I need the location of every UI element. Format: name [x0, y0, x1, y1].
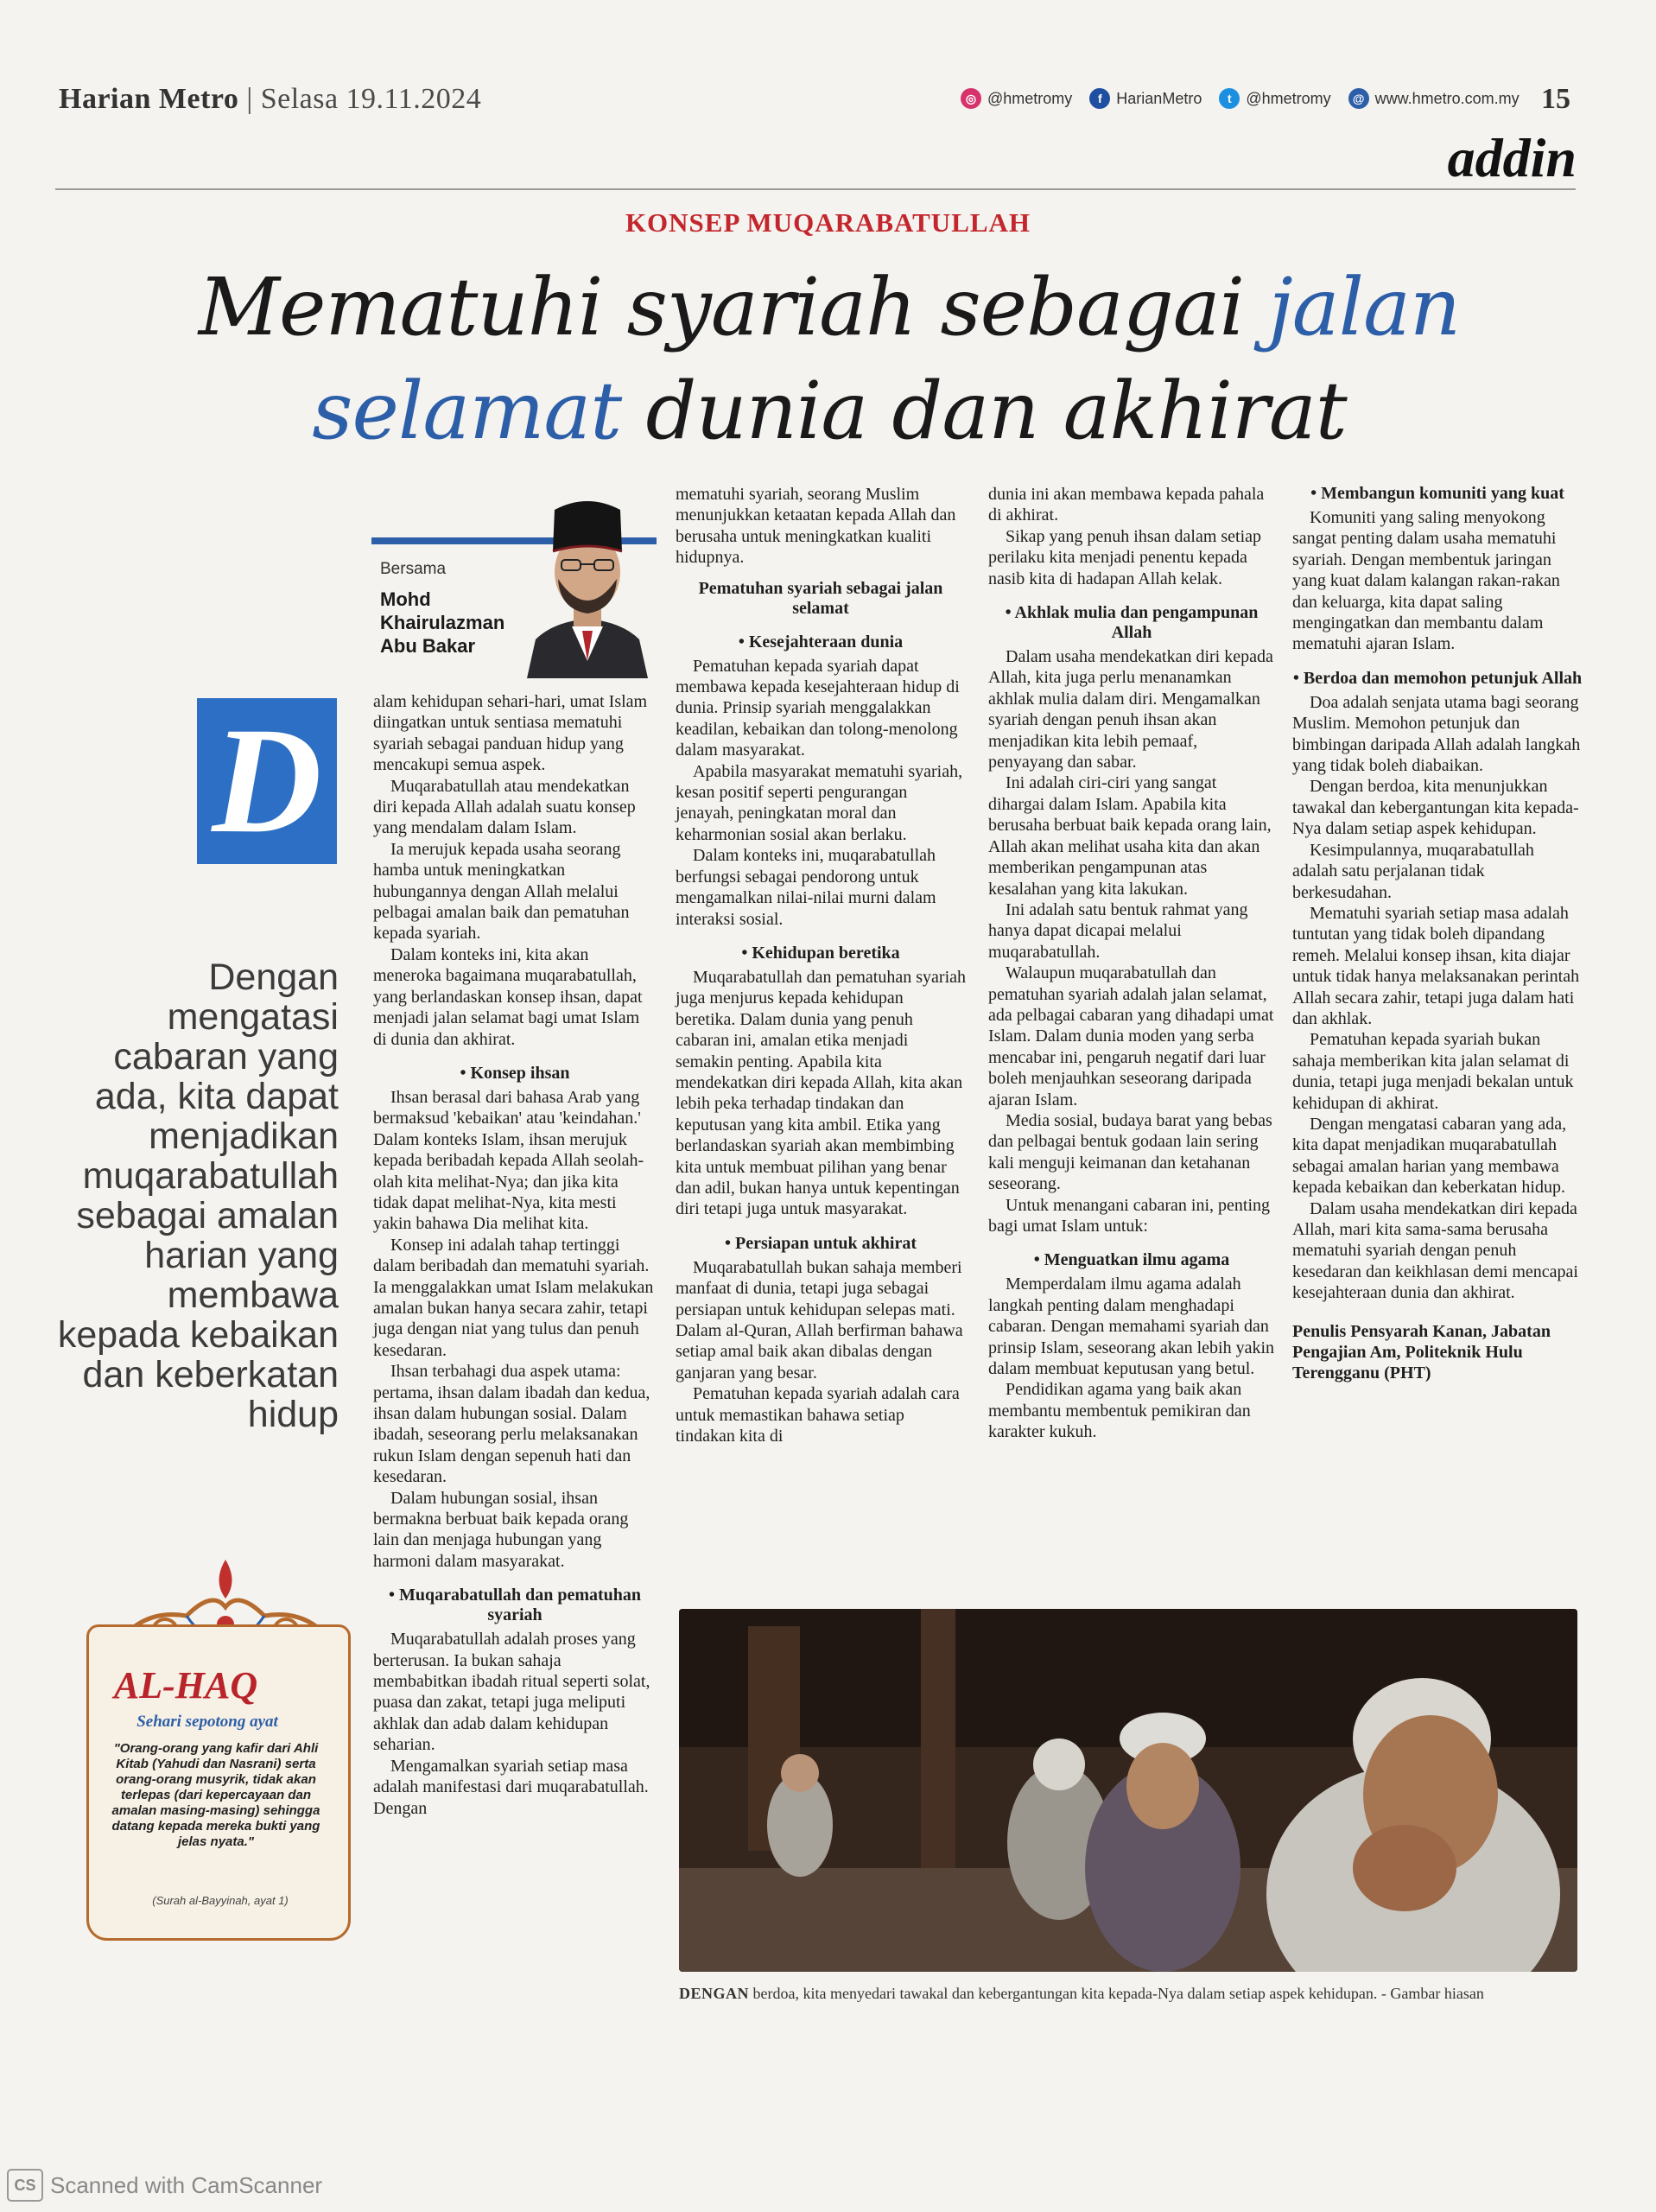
article-column-3 [988, 484, 1275, 1443]
masthead: Harian Metro | Selasa 19.11.2024 [59, 83, 482, 115]
page-number: 15 [1541, 83, 1570, 115]
header-divider [55, 188, 1576, 190]
al-haq-verse: "Orang-orang yang kafir dari Ahli Kitab (Yahudi dan Nasrani) serta orang-orang musyrik, tidak akan terlepas (dari kepercayaan dan amalan masing-masing) sehingga datang kepada mereka bukti yang jelas nyata." [111, 1741, 320, 1849]
subheading: • Akhlak mulia dan pengampunan Allah [1005, 603, 1259, 643]
body-paragraph: dunia ini akan membawa kepada pahala di akhirat. [988, 485, 1265, 525]
drop-cap [197, 698, 337, 864]
issue-date: Selasa 19.11.2024 [260, 83, 482, 115]
body-paragraph: Dalam konteks ini, muqarabatullah berfungsi sebagai pendorong untuk mengamalkan nilai-nilai murni dalam interaksi sosial. [676, 846, 936, 929]
subheading: • Persiapan untuk akhirat [724, 1233, 917, 1253]
facebook-icon: f [1089, 88, 1110, 109]
subheading: • Menguatkan ilmu agama [1033, 1250, 1230, 1270]
body-paragraph: Pematuhan kepada syariah adalah cara untuk memastikan bahawa setiap tindakan kita di [676, 1384, 960, 1446]
headline-highlight: selamat [312, 365, 622, 457]
body-paragraph: Apabila masyarakat mematuhi syariah, kesan positif seperti pengurangan jenayah, peningkatan moral dan keharmonian sosial akan berlaku. [676, 761, 963, 844]
drop-cap-letter: D [212, 696, 322, 865]
body-paragraph: Dalam hubungan sosial, ihsan bermakna berbuat baik kepada orang lain dan menjaga hubungan yang harmoni dalam masyarakat. [373, 1488, 629, 1571]
author-portrait [518, 484, 657, 678]
paper-name: Harian Metro [59, 83, 239, 115]
author-name: Mohd Khairulazman Abu Bakar [380, 588, 505, 657]
headline-part: dunia dan akhirat [621, 365, 1347, 457]
caption-lead: DENGAN [679, 1985, 750, 2002]
body-paragraph: Muqarabatullah adalah proses yang berterusan. Ia bukan sahaja membabitkan ibadah ritual seperti solat, puasa dan zakat, tetapi juga meliputi akhlak dan adab dalam kehidupan seharian. [373, 1630, 650, 1755]
body-paragraph: Muqarabatullah atau mendekatkan diri kepada Allah adalah suatu konsep yang mendalam dalam Islam. [373, 776, 636, 838]
pull-quote: Dengan mengatasi cabaran yang ada, kita dapat menjadikan muqarabatullah sebagai amalan harian yang membawa kepada kebaikan dan keberkatan hidup [57, 957, 339, 1435]
social-label: @hmetromy [987, 89, 1073, 107]
body-paragraph: Ihsan terbahagi dua aspek utama: pertama, ihsan dalam ibadah dan kedua, ihsan dalam hubungan sosial. Dalam ibadah, seseorang perlu melaksanakan rukun Islam dengan sepenuh hati dan kesedaran. [373, 1362, 650, 1487]
al-haq-subtitle: Sehari sepotong ayat [136, 1713, 278, 1731]
social-links [961, 88, 1520, 109]
article-photo [679, 1609, 1577, 1972]
instagram-icon: ◎ [961, 88, 981, 109]
article-headline [69, 256, 1589, 463]
social-instagram[interactable] [961, 88, 1072, 109]
body-paragraph: Ihsan berasal dari bahasa Arab yang bermaksud 'kebaikan' atau 'keindahan.' Dalam konteks Islam, ihsan merujuk kepada beribadah kepada Allah seolah-olah kita melihat-Nya; dan jika kita tidak dapat melihat-Nya, kita mesti yakin bahawa Dia melihat kita. [373, 1087, 644, 1234]
twitter-icon: t [1219, 88, 1240, 109]
camscanner-icon: CS [7, 2169, 43, 2202]
body-paragraph: Ini adalah satu bentuk rahmat yang hanya dapat dicapai melalui muqarabatullah. [988, 899, 1248, 962]
section-title: addin [1447, 127, 1577, 188]
body-paragraph: Ini adalah ciri-ciri yang sangat dihargai dalam Islam. Apabila kita berusaha berbuat baik kepada orang lain, Allah akan melihat usaha kita dan akan memberikan pengampunan atas kesalahan yang kita lakukan. [988, 773, 1272, 899]
body-paragraph: Untuk menangani cabaran ini, penting bagi umat Islam untuk: [988, 1195, 1271, 1236]
subheading: • Kesejahteraan dunia [738, 632, 904, 652]
body-paragraph: Ia merujuk kepada usaha seorang hamba untuk meningkatkan hubungannya dengan Allah melalui pelbagai amalan baik dan pematuhan kepada syariah. [373, 839, 630, 944]
body-paragraph: Walaupun muqarabatullah dan pematuhan syariah adalah jalan selamat, ada pelbagai cabaran yang dihadapi umat Islam. Dalam dunia moden yang serba mencabar ini, pengaruh negatif dari luar boleh menjauhkan seseorang daripada ajaran Islam. [988, 963, 1274, 1109]
section-heading: Pematuhan syariah sebagai jalan selamat [698, 578, 943, 618]
body-paragraph: Doa adalah senjata utama bagi seorang Muslim. Memohon petunjuk dan bimbingan daripada Allah adalah langkah yang tidak boleh diabaikan. [1292, 692, 1581, 776]
headline-part: Mematuhi syariah sebagai [198, 261, 1269, 353]
body-paragraph: Pendidikan agama yang baik akan membantu membentuk pemikiran dan karakter kukuh. [988, 1380, 1251, 1442]
article-column-1 [373, 691, 657, 1819]
social-label: HarianMetro [1116, 89, 1202, 107]
body-paragraph: Komuniti yang saling menyokong sangat penting dalam usaha mematuhi syariah. Dengan membentuk jaringan yang kuat dalam kalangan rakan-rakan dan keluarga, kita dapat saling mengingatkan dan membantu dalam mematuhi ajaran Islam. [1292, 508, 1560, 654]
body-paragraph: alam kehidupan sehari-hari, umat Islam diingatkan untuk sentiasa mematuhi syariah sebagai panduan hidup yang mencakupi semua aspek. [373, 692, 648, 775]
photo-caption [679, 1984, 1577, 2003]
al-haq-reference: (Surah al-Bayyinah, ayat 1) [152, 1894, 289, 1907]
social-label: www.hmetro.com.my [1374, 89, 1520, 107]
body-paragraph: Dengan mengatasi cabaran yang ada, kita dapat menjadikan muqarabatullah sebagai amalan harian yang membawa kepada kebaikan dan keberkatan hidup. [1292, 1114, 1567, 1198]
body-paragraph: Dalam usaha mendekatkan diri kepada Allah, mari kita sama-sama berusaha mematuhi syariah dengan penuh kesedaran dan keikhlasan demi mencapai kesejahteraan dunia dan akhirat. [1292, 1198, 1578, 1303]
article-column-2 [676, 484, 966, 1446]
body-paragraph: Dengan berdoa, kita menunjukkan tawakal dan kebergantungan kita kepada-Nya dalam setiap aspek kehidupan. [1292, 777, 1579, 839]
web-icon: @ [1348, 88, 1369, 109]
headline-highlight: jalan [1268, 261, 1461, 353]
body-paragraph: Kesimpulannya, muqarabatullah adalah satu perjalanan tidak berkesudahan. [1292, 840, 1534, 902]
body-paragraph: Memperdalam ilmu agama adalah langkah penting dalam menghadapi cabaran. Dengan memahami syariah dan prinsip Islam, seseorang akan lebih yakin dalam membuat keputusan yang betul. [988, 1274, 1275, 1379]
social-facebook[interactable] [1089, 88, 1202, 109]
body-paragraph: mematuhi syariah, seorang Muslim menunjukkan ketaatan kepada Allah dan berusaha untuk meningkatkan kualiti hidupnya. [676, 485, 956, 568]
body-paragraph: Muqarabatullah dan pematuhan syariah juga menjurus kepada kehidupan beretika. Dalam dunia yang penuh cabaran ini, amalan etika menjadi semakin penting. Apabila kita mendekatkan diri kepada Allah, kita akan lebih peka terhadap tindakan dan keputusan yang kita ambil. Etika yang berlandaskan syariah akan membimbing kita untuk membuat pilihan yang benar dan adil, bukan hanya untuk kepentingan diri tetapi juga untuk masyarakat. [676, 967, 966, 1219]
body-paragraph: Pematuhan kepada syariah dapat membawa kepada kesejahteraan hidup di dunia. Prinsip syariah menggalakkan keadilan, kebaikan dan tolong-menolong dalam masyarakat. [676, 656, 960, 760]
body-paragraph: Dalam usaha mendekatkan diri kepada Allah, kita juga perlu menanamkan akhlak mulia dalam diri. Mengamalkan syariah dengan penuh ihsan akan menjadikan kita lebih pemaaf, penyayang dan sabar. [988, 647, 1273, 772]
byline-prefix: Bersama [380, 560, 447, 578]
caption-text: berdoa, kita menyedari tawakal dan kebergantungan kita kepada-Nya dalam setiap aspek kehidupan. - Gambar hiasan [749, 1985, 1484, 2002]
subheading: • Konsep ihsan [460, 1063, 570, 1083]
scanner-text: Scanned with CamScanner [50, 2171, 323, 2198]
social-web[interactable] [1348, 88, 1520, 109]
subheading: • Kehidupan beretika [741, 943, 900, 963]
al-haq-title: AL-HAQ [113, 1664, 258, 1707]
body-paragraph: Pematuhan kepada syariah bukan sahaja memberikan kita jalan selamat di dunia, tetapi juga menjadi bekalan untuk kehidupan di akhirat. [1292, 1030, 1574, 1113]
subheading: • Membangun komuniti yang kuat [1310, 484, 1564, 503]
body-paragraph: Muqarabatullah bukan sahaja memberi manfaat di dunia, tetapi juga sebagai persiapan untuk kehidupan selepas mati. Dalam al-Quran, Allah berfirman bahawa setiap amal baik akan dibalas dengan ganjaran yang besar. [676, 1257, 963, 1382]
social-label: @hmetromy [1246, 89, 1331, 107]
article-kicker: KONSEP MUQARABATULLAH [625, 207, 1031, 238]
writer-credit: Penulis Pensyarah Kanan, Jabatan Pengajian Am, Politeknik Hulu Terengganu (PHT) [1292, 1321, 1551, 1383]
subheading: • Muqarabatullah dan pematuhan syariah [388, 1586, 642, 1625]
body-paragraph: Konsep ini adalah tahap tertinggi dalam beribadah dan mematuhi syariah. Ia menggalakkan umat Islam melakukan amalan bukan hanya secara zahir, tetapi juga dengan niat yang tulus dan penuh kesedaran. [373, 1235, 654, 1360]
article-column-4 [1292, 484, 1583, 1384]
body-paragraph: Media sosial, budaya barat yang bebas dan pelbagai bentuk godaan lain sering kali menguji keimanan dan ketahanan seseorang. [988, 1110, 1272, 1194]
subheading: • Berdoa dan memohon petunjuk Allah [1292, 668, 1583, 688]
social-twitter[interactable] [1219, 88, 1330, 109]
body-paragraph: Mengamalkan syariah setiap masa adalah manifestasi dari muqarabatullah. Dengan [373, 1756, 649, 1818]
body-paragraph: Mematuhi syariah setiap masa adalah tuntutan yang tidak boleh dipandang remeh. Melalui konsep ihsan, kita diajar untuk tidak hanya melaksanakan perintah Allah secara zahir, tetapi juga dalam hati dan akhlak. [1292, 903, 1580, 1028]
body-paragraph: Dalam konteks ini, kita akan meneroka bagaimana muqarabatullah, yang berlandaskan konsep ihsan, dapat menjadi jalan selamat bagi umat Islam di dunia dan akhirat. [373, 944, 643, 1049]
body-paragraph: Sikap yang penuh ihsan dalam setiap perilaku kita menjadi penentu kepada nasib kita di hadapan Allah kelak. [988, 526, 1262, 588]
scanner-watermark [7, 2169, 322, 2202]
